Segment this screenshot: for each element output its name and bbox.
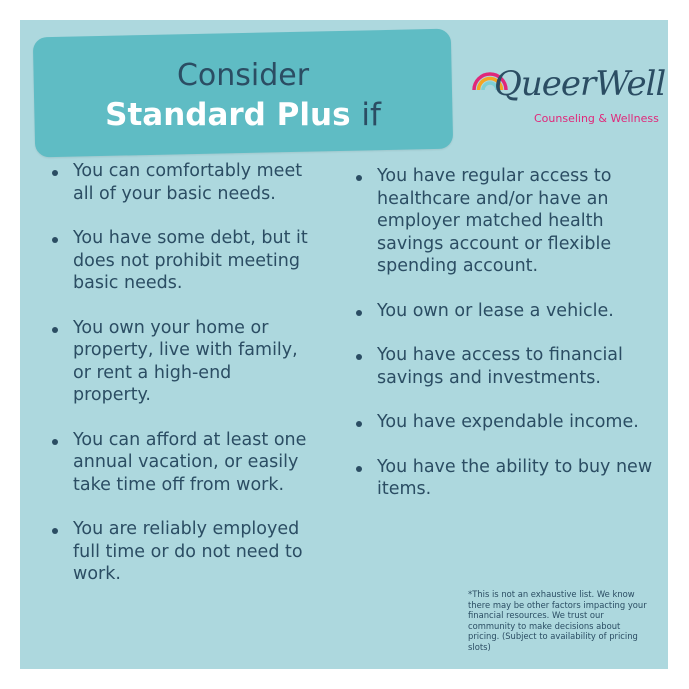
bullet-icon <box>52 528 58 534</box>
list-item: You have regular access to healthcare and/or have an employer matched health savings account or flexible spending account. <box>356 165 656 278</box>
list-item: You own your home or property, live with family, or rent a high-end property. <box>52 317 312 407</box>
list-item: You can comfortably meet all of your basic needs. <box>52 160 312 205</box>
list-item: You have the ability to buy new items. <box>356 456 656 501</box>
bullet-icon <box>52 327 58 333</box>
title-line-1: Consider <box>176 58 310 93</box>
list-item: You have expendable income. <box>356 411 656 434</box>
bullet-icon <box>356 421 362 427</box>
list-item: You own or lease a vehicle. <box>356 300 656 323</box>
bullet-icon <box>52 170 58 176</box>
bullet-icon <box>356 175 362 181</box>
list-item: You have access to financial savings and investments. <box>356 344 656 389</box>
bullet-icon <box>356 354 362 360</box>
bullet-icon <box>356 466 362 472</box>
left-criteria-list <box>52 160 312 608</box>
right-criteria-list <box>356 165 656 523</box>
list-item: You are reliably employed full time or do not need to work. <box>52 518 312 586</box>
list-item: You have some debt, but it does not prohibit meeting basic needs. <box>52 227 312 295</box>
queerwell-logo <box>468 62 668 132</box>
list-item: You can afford at least one annual vacation, or easily take time off from work. <box>52 429 312 497</box>
title-suffix: if <box>361 97 381 133</box>
title-line-2 <box>34 97 452 133</box>
footnote: *This is not an exhaustive list. We know there may be other factors impacting your financial resources. We trust our community to make decisions about pricing. (Subject to availability of pricing slots) <box>468 589 647 652</box>
bullet-icon <box>52 237 58 243</box>
bullet-icon <box>356 310 362 316</box>
logo-tagline: Counseling & Wellness <box>534 112 659 125</box>
bullet-icon <box>52 439 58 445</box>
title-emphasis: Standard Plus <box>105 97 351 133</box>
logo-wordmark: QueerWell <box>494 64 666 104</box>
